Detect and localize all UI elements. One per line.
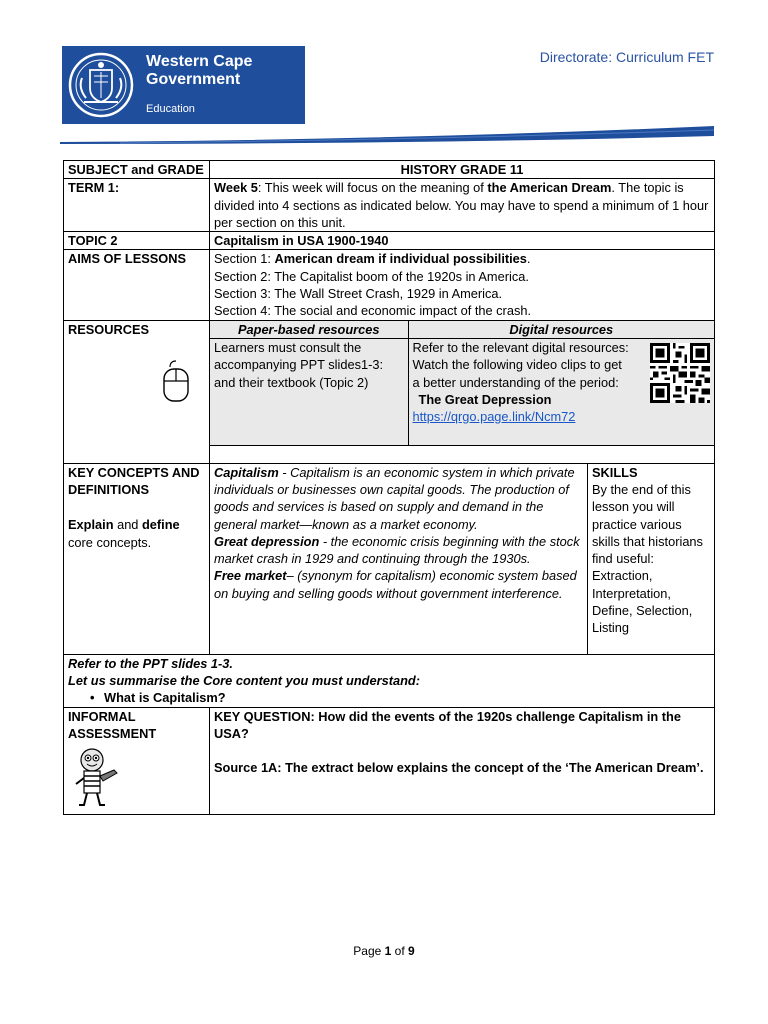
bullet-dot: • xyxy=(90,690,95,706)
source-1a: Source 1A: The extract below explains the concept of the ‘The American Dream’. xyxy=(214,760,704,776)
row-resources xyxy=(64,320,715,463)
term-capitalism: Capitalism xyxy=(214,464,279,480)
row-term xyxy=(64,179,715,232)
concepts-label-cell xyxy=(64,463,210,654)
page-prefix: Page xyxy=(353,944,385,958)
define-word: define xyxy=(141,517,180,533)
page-current: 1 xyxy=(384,944,392,958)
term-week: Week 5 xyxy=(214,180,258,196)
row-assessment xyxy=(64,707,715,815)
computer-mouse-icon xyxy=(162,359,190,403)
topic-label: TOPIC 2 xyxy=(64,232,210,250)
term-text-1: : This week will focus on the meaning of xyxy=(257,180,488,196)
aim-section-4: Section 4: The social and economic impact of the crash. xyxy=(214,303,532,319)
page-total: 9 xyxy=(408,944,415,958)
digital-resources-cell xyxy=(408,338,714,445)
brand-line-2: Government xyxy=(146,71,241,88)
resources-cell xyxy=(210,320,715,463)
core-concepts-text: core concepts. xyxy=(68,534,152,550)
summary-bullet-text: What is Capitalism? xyxy=(104,690,226,706)
term-text xyxy=(210,179,715,232)
def-great-depression: - the economic crisis beginning with the stock market crash in 1929 and continuing through the 1930s. xyxy=(214,533,580,567)
page-of: of xyxy=(391,944,409,958)
definition-great-depression xyxy=(214,533,583,568)
row-subject xyxy=(64,161,715,179)
key-question: KEY QUESTION: How did the events of the 1920s challenge Capitalism in the USA? xyxy=(214,708,681,741)
header-swoosh xyxy=(0,118,768,144)
aim-section-1 xyxy=(214,250,710,267)
digital-video-title: The Great Depression xyxy=(418,391,552,407)
and-word: and xyxy=(113,517,142,533)
brand-line-1: Western Cape xyxy=(146,53,253,70)
paper-resources-head: Paper-based resources xyxy=(210,321,408,339)
definition-capitalism xyxy=(214,464,583,533)
term-great-depression: Great depression xyxy=(214,533,320,549)
topic-value: Capitalism in USA 1900-1940 xyxy=(210,232,715,250)
paper-resources-text: Learners must consult the accompanying PPT slides1-3: and their textbook (Topic 2) xyxy=(210,338,408,445)
resources-inner-table xyxy=(210,321,714,446)
term-free-market: Free market xyxy=(214,568,287,584)
summary-cell xyxy=(64,654,715,707)
summary-line-2: Let us summarise the Core content you must understand: xyxy=(68,672,420,688)
pencil-mascot-icon xyxy=(72,746,122,810)
brand-line-3: Education xyxy=(146,103,195,115)
skills-heading: SKILLS xyxy=(592,464,638,480)
row-summary xyxy=(64,654,715,707)
term-label: TERM 1: xyxy=(64,179,210,232)
page-number xyxy=(0,944,768,958)
aim-section-2: Section 2: The Capitalist boom of the 1920s in America. xyxy=(214,268,529,284)
coat-of-arms-icon xyxy=(68,52,134,118)
resources-label: RESOURCES xyxy=(68,321,150,337)
row-topic xyxy=(64,232,715,250)
digital-resource-link[interactable]: https://qrgo.page.link/Ncm72 xyxy=(412,409,576,425)
digital-resources-head: Digital resources xyxy=(408,321,714,339)
directorate-title: Directorate: Curriculum FET xyxy=(539,49,714,65)
def-free-market: – (synonym for capitalism) economic system based on buying and selling goods without government interference. xyxy=(214,568,577,601)
term-dream: the American Dream xyxy=(487,180,612,196)
aim-1-suffix: . xyxy=(526,251,531,267)
aim-1-title: American dream if individual possibilities xyxy=(274,251,527,267)
concepts-definitions xyxy=(210,463,588,654)
skills-text: By the end of this lesson you will practice various skills that historians find useful: Extraction, Interpretation, Define, Selection, Listing xyxy=(592,481,703,636)
def-capitalism: - Capitalism is an economic system in which private individuals or businesses own capital goods. The production of goods and services is based on supply and demand in the general market—known as a market economy. xyxy=(214,464,575,532)
subject-value: HISTORY GRADE 11 xyxy=(210,161,715,179)
aim-section-3: Section 3: The Wall Street Crash, 1929 in America. xyxy=(214,286,503,302)
assessment-content xyxy=(210,707,715,815)
brand-banner xyxy=(62,46,305,124)
explain-word: Explain xyxy=(68,517,114,533)
definition-free-market xyxy=(214,567,583,602)
term-text-2: . The topic is divided into 4 sections as indicated below. You may have to spend a minimum of 1 hour per section on this unit. xyxy=(214,180,709,230)
resources-label-cell xyxy=(64,320,210,463)
row-aims xyxy=(64,250,715,320)
assessment-label-cell xyxy=(64,707,210,815)
lesson-plan-table xyxy=(63,160,715,815)
summary-line-1: Refer to the PPT slides 1-3. xyxy=(68,655,233,671)
summary-bullet xyxy=(68,689,710,706)
skills-cell xyxy=(588,463,715,654)
aim-1-prefix: Section 1: xyxy=(214,251,275,267)
assessment-label: INFORMAL ASSESSMENT xyxy=(68,708,157,741)
aims-label: AIMS OF LESSONS xyxy=(64,250,210,320)
concepts-instruction xyxy=(68,516,205,533)
qr-code-icon[interactable] xyxy=(650,343,710,403)
row-key-concepts xyxy=(64,463,715,654)
digital-resources-text: Refer to the relevant digital resources: Watch the following video clips to get a better understanding of the period: xyxy=(412,339,629,390)
aims-list xyxy=(210,250,715,320)
subject-label: SUBJECT and GRADE xyxy=(64,161,210,179)
concepts-label: KEY CONCEPTS AND DEFINITIONS xyxy=(68,464,200,497)
